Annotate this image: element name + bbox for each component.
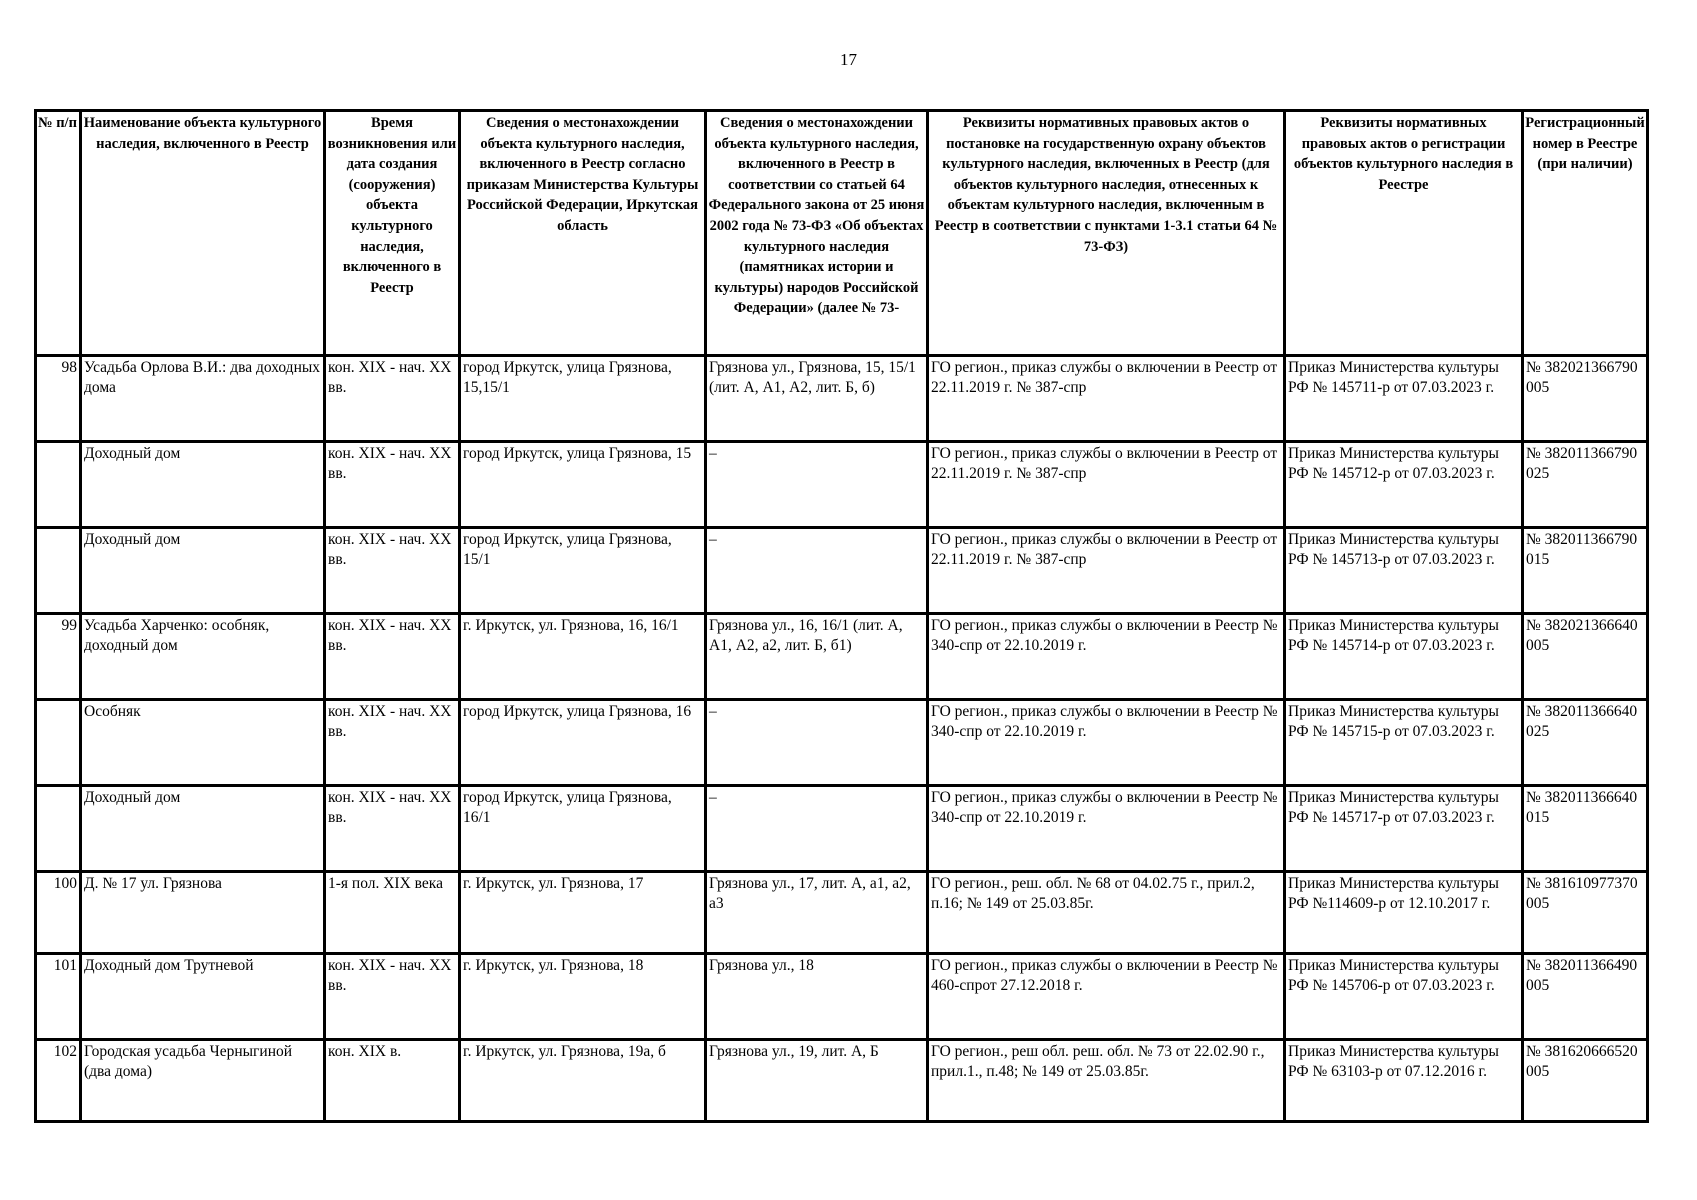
cell-protection-acts: ГО регион., приказ службы о включении в Реестр от 22.11.2019 г. № 387-спр: [928, 528, 1285, 614]
cell-location-ministry: город Иркутск, улица Грязнова, 15: [460, 442, 706, 528]
cell-location-ministry: г. Иркутск, ул. Грязнова, 18: [460, 954, 706, 1040]
cell-protection-acts: ГО регион., приказ службы о включении в Реестр от 22.11.2019 г. № 387-спр: [928, 442, 1285, 528]
cell-location-ministry: город Иркутск, улица Грязнова, 15/1: [460, 528, 706, 614]
cell-location-article-64: Грязнова ул., 18: [706, 954, 928, 1040]
cell-registration-acts: Приказ Министерства культуры РФ №114609-р от 12.10.2017 г.: [1285, 872, 1523, 954]
cell-registration-number: № 382011366790015: [1523, 528, 1648, 614]
cell-registration-number: № 382021366640005: [1523, 614, 1648, 700]
cell-registration-number: № 382021366790005: [1523, 356, 1648, 442]
cell-location-article-64: Грязнова ул., 16, 16/1 (лит. А, А1, А2, а2, лит. Б, б1): [706, 614, 928, 700]
cell-registration-number: № 381620666520005: [1523, 1040, 1648, 1122]
cell-location-article-64: –: [706, 528, 928, 614]
table-row: [36, 954, 1648, 1040]
cell-number: 101: [36, 954, 81, 1040]
cell-protection-acts: ГО регион., приказ службы о включении в Реестр № 460-спрот 27.12.2018 г.: [928, 954, 1285, 1040]
header-number: № п/п: [36, 111, 81, 356]
cell-protection-acts: ГО регион., реш обл. реш. обл. № 73 от 22.02.90 г., прил.1., п.48; № 149 от 25.03.85г.: [928, 1040, 1285, 1122]
cell-protection-acts: ГО регион., приказ службы о включении в Реестр № 340-спр от 22.10.2019 г.: [928, 700, 1285, 786]
table-row: [36, 614, 1648, 700]
cell-registration-number: № 381610977370005: [1523, 872, 1648, 954]
cell-object-name: Особняк: [81, 700, 325, 786]
cell-registration-acts: Приказ Министерства культуры РФ № 145717-р от 07.03.2023 г.: [1285, 786, 1523, 872]
cell-location-article-64: –: [706, 786, 928, 872]
cell-registration-acts: Приказ Министерства культуры РФ № 145712-р от 07.03.2023 г.: [1285, 442, 1523, 528]
cell-number: [36, 700, 81, 786]
cell-object-name: Доходный дом: [81, 528, 325, 614]
cell-creation-time: кон. XIX - нач. XX вв.: [325, 700, 460, 786]
header-object-name: Наименование объекта культурного наследия, включенного в Реестр: [81, 111, 325, 356]
cell-registration-acts: Приказ Министерства культуры РФ № 145706-р от 07.03.2023 г.: [1285, 954, 1523, 1040]
table-row: [36, 700, 1648, 786]
cell-number: 98: [36, 356, 81, 442]
header-location-article-64: Сведения о местонахождении объекта культурного наследия, включенного в Реестр в соответствии со статьей 64 Федерального закона от 25 июня 2002 года № 73-ФЗ «Об объектах культурного наследия (памятниках истории и культуры) народов Российской Федерации» (далее № 73-: [706, 111, 928, 356]
cell-location-article-64: –: [706, 442, 928, 528]
cell-creation-time: кон. XIX в.: [325, 1040, 460, 1122]
cell-protection-acts: ГО регион., приказ службы о включении в Реестр № 340-спр от 22.10.2019 г.: [928, 786, 1285, 872]
header-registration-acts: Реквизиты нормативных правовых актов о регистрации объектов культурного наследия в Реестре: [1285, 111, 1523, 356]
cell-registration-acts: Приказ Министерства культуры РФ № 145714-р от 07.03.2023 г.: [1285, 614, 1523, 700]
cell-object-name: Усадьба Орлова В.И.: два доходных дома: [81, 356, 325, 442]
cell-registration-acts: Приказ Министерства культуры РФ № 145715-р от 07.03.2023 г.: [1285, 700, 1523, 786]
cell-object-name: Доходный дом: [81, 786, 325, 872]
cell-location-article-64: Грязнова ул., 19, лит. А, Б: [706, 1040, 928, 1122]
cell-creation-time: кон. XIX - нач. XX вв.: [325, 442, 460, 528]
cell-creation-time: 1-я пол. XIX века: [325, 872, 460, 954]
cell-registration-acts: Приказ Министерства культуры РФ № 145711-р от 07.03.2023 г.: [1285, 356, 1523, 442]
cell-number: [36, 528, 81, 614]
cell-location-ministry: город Иркутск, улица Грязнова, 16/1: [460, 786, 706, 872]
table-row: [36, 528, 1648, 614]
table-row: [36, 356, 1648, 442]
cell-registration-number: № 382011366790025: [1523, 442, 1648, 528]
cell-registration-acts: Приказ Министерства культуры РФ № 63103-р от 07.12.2016 г.: [1285, 1040, 1523, 1122]
cell-number: [36, 786, 81, 872]
table-row: [36, 786, 1648, 872]
cell-creation-time: кон. XIX - нач. XX вв.: [325, 528, 460, 614]
cell-location-article-64: –: [706, 700, 928, 786]
cell-protection-acts: ГО регион., приказ службы о включении в Реестр от 22.11.2019 г. № 387-спр: [928, 356, 1285, 442]
cell-number: 100: [36, 872, 81, 954]
cell-registration-number: № 382011366640015: [1523, 786, 1648, 872]
cell-registration-number: № 382011366490005: [1523, 954, 1648, 1040]
cell-protection-acts: ГО регион., реш. обл. № 68 от 04.02.75 г., прил.2, п.16; № 149 от 25.03.85г.: [928, 872, 1285, 954]
header-location-ministry: Сведения о местонахождении объекта культурного наследия, включенного в Реестр согласно приказам Министерства Культуры Российской Федерации, Иркутская область: [460, 111, 706, 356]
cell-number: 102: [36, 1040, 81, 1122]
cell-creation-time: кон. XIX - нач. XX вв.: [325, 614, 460, 700]
cell-number: 99: [36, 614, 81, 700]
table-row: [36, 1040, 1648, 1122]
cell-protection-acts: ГО регион., приказ службы о включении в Реестр № 340-спр от 22.10.2019 г.: [928, 614, 1285, 700]
cell-location-ministry: г. Иркутск, ул. Грязнова, 19а, б: [460, 1040, 706, 1122]
cell-registration-number: № 382011366640025: [1523, 700, 1648, 786]
cell-location-article-64: Грязнова ул., Грязнова, 15, 15/1 (лит. А, А1, А2, лит. Б, б): [706, 356, 928, 442]
cell-creation-time: кон. XIX - нач. XX вв.: [325, 786, 460, 872]
heritage-registry-table: [34, 109, 1649, 1123]
cell-location-ministry: город Иркутск, улица Грязнова, 15,15/1: [460, 356, 706, 442]
cell-creation-time: кон. XIX - нач. XX вв.: [325, 356, 460, 442]
cell-object-name: Городская усадьба Черныгиной (два дома): [81, 1040, 325, 1122]
table-row: [36, 872, 1648, 954]
cell-object-name: Д. № 17 ул. Грязнова: [81, 872, 325, 954]
cell-object-name: Усадьба Харченко: особняк, доходный дом: [81, 614, 325, 700]
page-number: 17: [840, 50, 857, 69]
cell-number: [36, 442, 81, 528]
cell-object-name: Доходный дом: [81, 442, 325, 528]
cell-location-ministry: город Иркутск, улица Грязнова, 16: [460, 700, 706, 786]
cell-creation-time: кон. XIX - нач. XX вв.: [325, 954, 460, 1040]
header-creation-time: Время возникновения или дата создания (сооружения) объекта культурного наследия, включенного в Реестр: [325, 111, 460, 356]
table-header-row: [36, 111, 1648, 356]
header-protection-acts: Реквизиты нормативных правовых актов о постановке на государственную охрану объектов культурного наследия, включенных в Реестр (для объектов культурного наследия, отнесенных к объектам культурного наследия, включенным в Реестр в соответствии с пунктами 1-3.1 статьи 64 № 73-ФЗ): [928, 111, 1285, 356]
cell-location-ministry: г. Иркутск, ул. Грязнова, 16, 16/1: [460, 614, 706, 700]
cell-location-article-64: Грязнова ул., 17, лит. А, а1, а2, а3: [706, 872, 928, 954]
table-row: [36, 442, 1648, 528]
cell-registration-acts: Приказ Министерства культуры РФ № 145713-р от 07.03.2023 г.: [1285, 528, 1523, 614]
cell-location-ministry: г. Иркутск, ул. Грязнова, 17: [460, 872, 706, 954]
header-registration-number: Регистрационный номер в Реестре (при наличии): [1523, 111, 1648, 356]
cell-object-name: Доходный дом Трутневой: [81, 954, 325, 1040]
